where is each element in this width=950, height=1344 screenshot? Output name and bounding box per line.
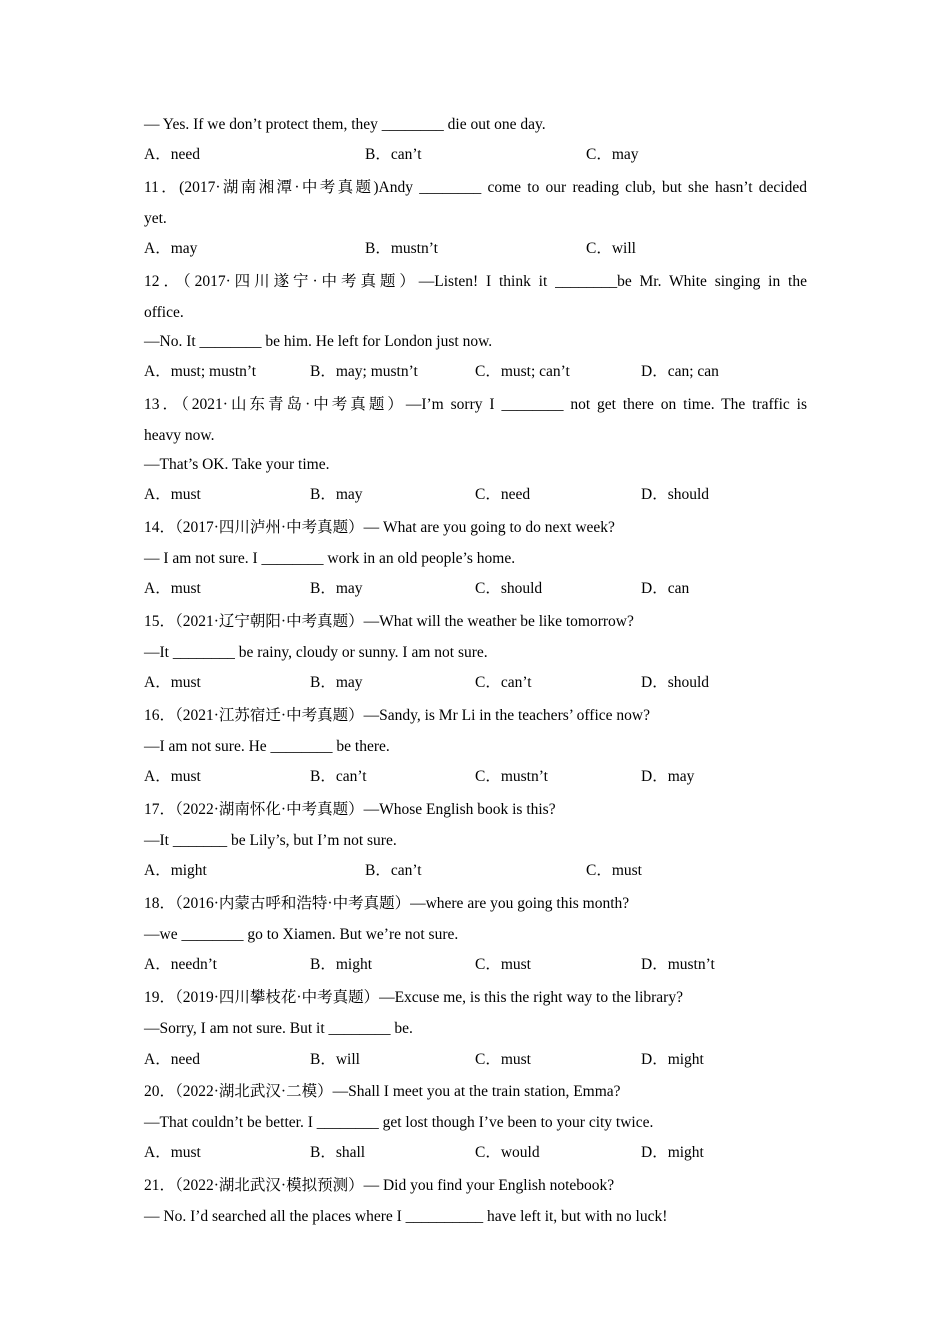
option-d: D．should: [641, 674, 710, 691]
option-b: B．may: [310, 674, 363, 691]
option-c: C．would: [475, 1144, 540, 1161]
option-b: B．shall: [310, 1144, 366, 1161]
option-a: A．might: [144, 862, 207, 879]
option-d: D．might: [641, 1144, 704, 1161]
text-line: — I am not sure. I ________ work in an old people’s home.: [144, 550, 516, 567]
text-line: — Yes. If we don’t protect them, they ________ die out one day.: [144, 116, 546, 133]
text-line: 19．（2019·四川攀枝花·中考真题）—Excuse me, is this the right way to the library?: [144, 989, 683, 1006]
text-line: 14．（2017·四川泸州·中考真题）— What are you going to do next week?: [144, 519, 615, 536]
question-line: 13．（2021·山东青岛·中考真题）—I’m sorry I ________ not get there on time. The traffic is: [144, 396, 807, 413]
option-a: A．must: [144, 486, 201, 503]
text-line: heavy now.: [144, 427, 215, 444]
option-c: C．mustn’t: [475, 768, 548, 785]
option-a: A．need: [144, 146, 200, 163]
option-b: B．mustn’t: [365, 240, 438, 257]
option-b: B．can’t: [310, 768, 367, 785]
option-c: C．must: [475, 1051, 531, 1068]
option-c: C．may: [586, 146, 639, 163]
option-c: C．must; can’t: [475, 363, 570, 380]
text-line: —That’s OK. Take your time.: [144, 456, 330, 473]
text-line: 21．（2022·湖北武汉·模拟预测）— Did you find your English notebook?: [144, 1177, 615, 1194]
option-b: B．can’t: [365, 862, 422, 879]
text-line: office.: [144, 304, 184, 321]
option-b: B．might: [310, 956, 373, 973]
option-a: A．must: [144, 674, 201, 691]
text-line: 16．（2021·江苏宿迁·中考真题）—Sandy, is Mr Li in the teachers’ office now?: [144, 707, 650, 724]
text-line: —No. It ________ be him. He left for London just now.: [144, 333, 493, 350]
text-line: 15．（2021·辽宁朝阳·中考真题）—What will the weather be like tomorrow?: [144, 613, 634, 630]
option-c: C．must: [475, 956, 531, 973]
text-line: 18．（2016·内蒙古呼和浩特·中考真题）—where are you going this month?: [144, 895, 630, 912]
text-line: —we ________ go to Xiamen. But we’re not sure.: [144, 926, 459, 943]
question-line: 12．（2017·四川遂宁·中考真题）—Listen! I think it ________be Mr. White singing in the: [144, 273, 807, 290]
option-d: D．may: [641, 768, 695, 785]
option-d: D．can: [641, 580, 690, 597]
option-a: A．need: [144, 1051, 200, 1068]
question-line: 11．(2017·湖南湘潭·中考真题)Andy ________ come to our reading club, but she hasn’t decided: [144, 179, 807, 196]
option-d: D．can; can: [641, 363, 719, 380]
option-c: C．must: [586, 862, 642, 879]
option-c: C．should: [475, 580, 543, 597]
option-a: A．must: [144, 1144, 201, 1161]
option-b: B．may: [310, 486, 363, 503]
option-d: D．might: [641, 1051, 704, 1068]
text-line: —That couldn’t be better. I ________ get lost though I’ve been to your city twice.: [144, 1114, 654, 1131]
text-line: 20．（2022·湖北武汉·二模）—Shall I meet you at the train station, Emma?: [144, 1083, 621, 1100]
option-a: A．must; mustn’t: [144, 363, 257, 380]
option-b: B．may; mustn’t: [310, 363, 418, 380]
option-c: C．can’t: [475, 674, 532, 691]
text-line: —It _______ be Lily’s, but I’m not sure.: [144, 832, 397, 849]
option-b: B．may: [310, 580, 363, 597]
text-line: —I am not sure. He ________ be there.: [144, 738, 390, 755]
option-c: C．need: [475, 486, 531, 503]
option-a: A．needn’t: [144, 956, 217, 973]
option-b: B．will: [310, 1051, 360, 1068]
option-a: A．must: [144, 768, 201, 785]
text-line: — No. I’d searched all the places where I __________ have left it, but with no luck!: [144, 1208, 668, 1225]
option-d: D．mustn’t: [641, 956, 715, 973]
text-line: 17．（2022·湖南怀化·中考真题）—Whose English book is this?: [144, 801, 556, 818]
option-a: A．may: [144, 240, 198, 257]
text-line: yet.: [144, 210, 167, 227]
text-line: —Sorry, I am not sure. But it ________ be.: [144, 1020, 413, 1037]
option-b: B．can’t: [365, 146, 422, 163]
text-line: —It ________ be rainy, cloudy or sunny. I am not sure.: [144, 644, 488, 661]
option-a: A．must: [144, 580, 201, 597]
option-d: D．should: [641, 486, 710, 503]
option-c: C．will: [586, 240, 636, 257]
